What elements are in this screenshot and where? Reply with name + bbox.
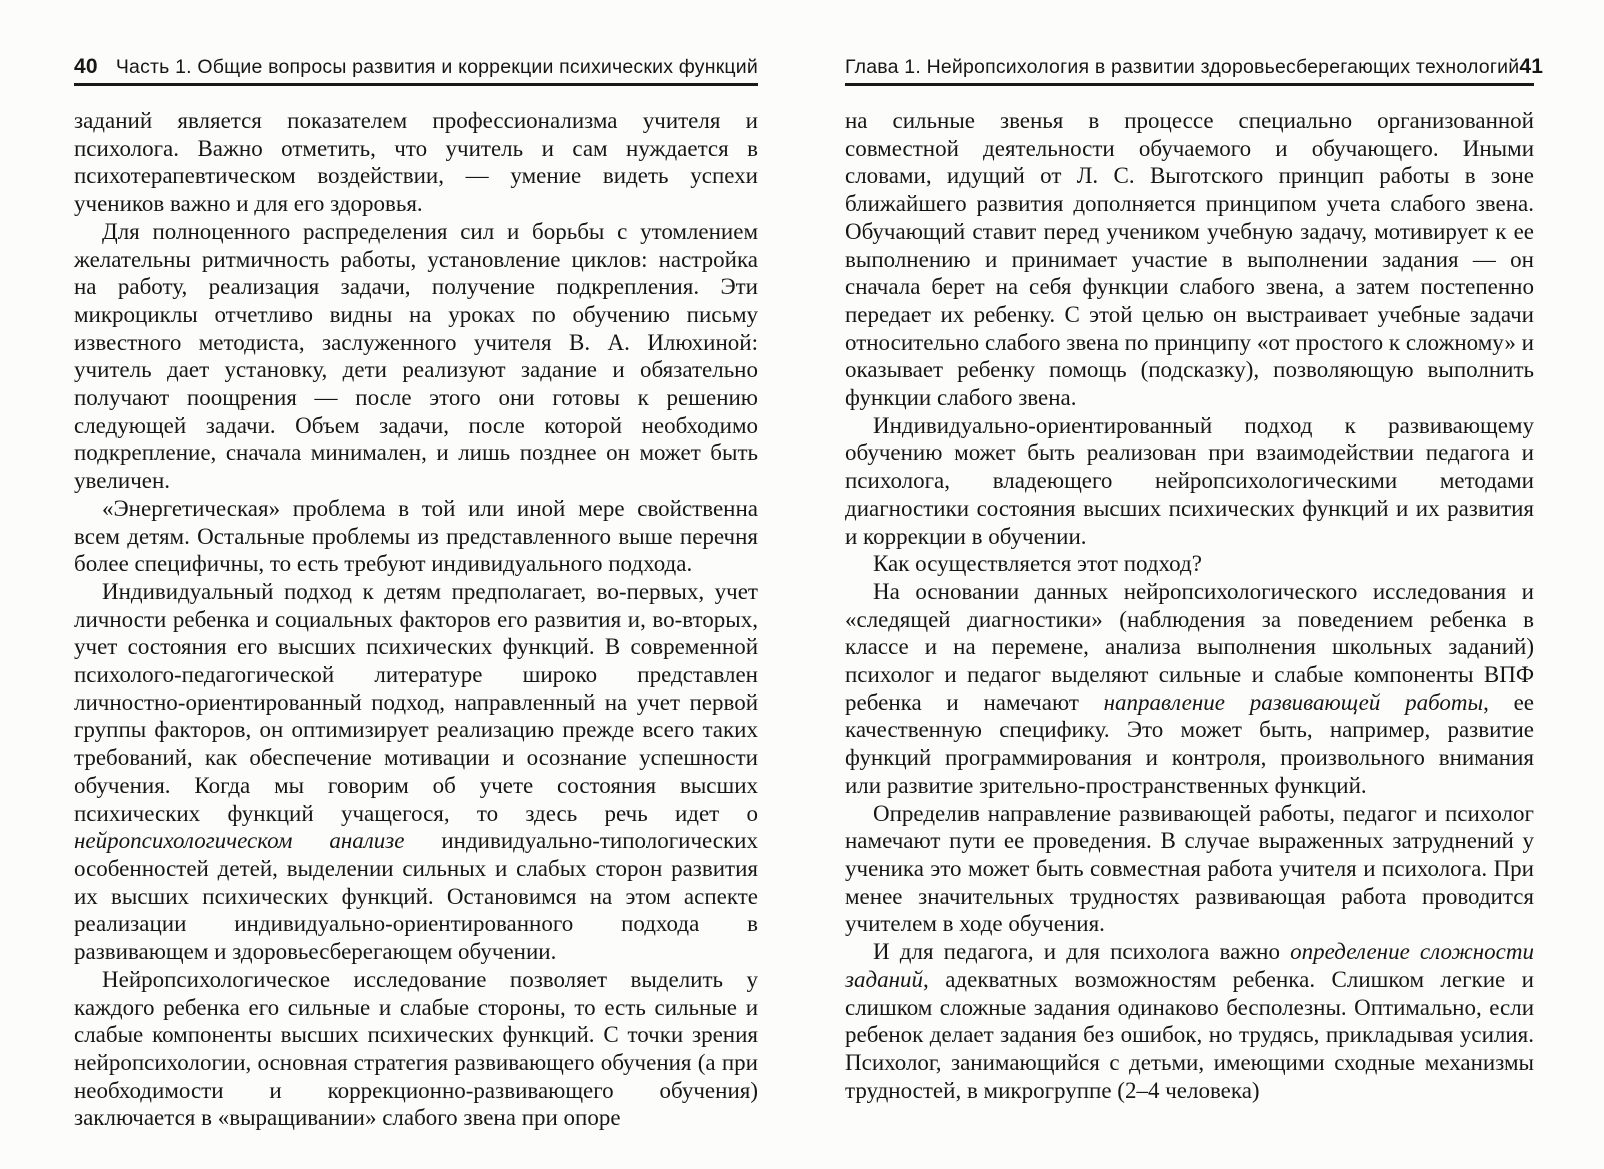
running-header-right	[845, 55, 1544, 86]
italic-text-run: определение сложности заданий	[845, 939, 1534, 992]
body-paragraph	[845, 578, 1534, 800]
text-run: , ее качественную специфику. Это может быть, например, развитие функций программирования и контроля, произвольного внимания или развитие зрительно-пространственных функций.	[845, 689, 1534, 798]
page-number-right: 41	[1519, 55, 1544, 78]
body-paragraph	[74, 495, 758, 578]
text-run: Для полноценного распределения сил и борьбы с утомлением желательны ритмичность работы, установление циклов: настройка на работу, реализация задачи, получение подкрепления. Эти микроциклы отчетливо видны на уроках по обучению письму известного методиста, заслуженного учителя В. А. Илюхиной: учитель дает установку, дети реализуют задание и обязательно получают поощрения — после этого они готовы к решению следующей задачи. Объем задачи, после которой необходимо подкрепление, сначала минимален, и лишь позднее он может быть увеличен.	[74, 218, 758, 494]
text-run: И для педагога, и для психолога важно	[873, 939, 1291, 965]
body-paragraph	[74, 218, 758, 495]
text-run: заданий является показателем профессионализма учителя и психолога. Важно отметить, что учитель и сам нуждается в психотерапевтическом воздействии, — умение видеть успехи учеников важно и для его здоровья.	[74, 108, 758, 217]
body-paragraph	[845, 800, 1534, 939]
text-run: На основании данных нейропсихологического исследования и «следящей диагностики» (наблюдения за поведением ребенка в классе и на перемене, анализа выполнения школьных заданий) психолог и педагог выделяют сильные и слабые компоненты ВПФ ребенка и намечают	[845, 578, 1534, 715]
body-paragraph	[74, 107, 758, 218]
running-header-title-left: Часть 1. Общие вопросы развития и коррекции психических функций	[115, 56, 758, 78]
text-run: индивидуально-типологических особенностей детей, выделении сильных и слабых сторон развития их высших психических функций. Остановимся на этом аспекте реализации индивидуально-ориентированного подхода в развивающем и здоровьесберегающем обучении.	[74, 828, 758, 965]
page-right	[845, 55, 1544, 1104]
body-paragraph	[845, 938, 1534, 1104]
italic-text-run: направление развивающей работы	[1103, 689, 1484, 715]
page-body-left	[74, 107, 758, 1132]
text-run: «Энергетическая» проблема в той или иной мере свойственна всем детям. Остальные проблемы из представленного выше перечня более специфичны, то есть требуют индивидуального подхода.	[74, 495, 758, 577]
text-run: Индивидуальный подход к детям предполагает, во-первых, учет личности ребенка и социальных факторов его развития и, во-вторых, учет состояния его высших психических функций. В современной психолого-педагогической литературе широко представлен личностно-ориентированный подход, направленный на учет первой группы факторов, он оптимизирует реализацию прежде всего таких требований, как обеспечение мотивации и осознание успешности обучения. Когда мы говорим об учете состояния высших психических функций учащегося, то здесь речь идет о	[74, 578, 758, 826]
body-paragraph	[845, 550, 1534, 578]
text-run: Определив направление развивающей работы, педагог и психолог намечают пути ее проведения. В случае выраженных затруднений у ученика это может быть совместная работа учителя и психолога. При менее значительных трудностях развивающая работа проводится учителем в ходе обучения.	[845, 800, 1534, 937]
body-paragraph	[74, 578, 758, 966]
body-paragraph	[845, 412, 1534, 551]
running-header-left	[74, 56, 758, 86]
page-number-left: 40	[74, 55, 98, 78]
text-run: на сильные звенья в процессе специально организованной совместной деятельности обучаемого и обучающего. Иными словами, идущий от Л. С. Выготского принцип работы в зоне ближайшего развития дополняется принципом учета слабого звена. Обучающий ставит перед учеником учебную задачу, мотивирует к ее выполнению и принимает участие в выполнении задания — он сначала берет на себя функции слабого звена, а затем постепенно передает их ребенку. С этой целью он выстраивает учебные задачи относительно слабого звена по принципу «от простого к сложному» и оказывает ребенку помощь (подсказку), позволяющую выполнить функции слабого звена.	[845, 108, 1534, 411]
italic-text-run: нейропсихологическом анализе	[74, 828, 405, 854]
running-header-title-right: Глава 1. Нейропсихология в развитии здоровьесберегающих технологий	[845, 56, 1520, 78]
text-run: Нейропсихологическое исследование позволяет выделить у каждого ребенка его сильные и слабые стороны, то есть сильные и слабые компоненты высших психических функций. С точки зрения нейропсихологии, основная стратегия развивающего обучения (а при необходимости и коррекционно-развивающего обучения) заключается в «выращивании» слабого звена при опоре	[74, 966, 758, 1131]
body-paragraph	[845, 107, 1534, 412]
text-run: Индивидуально-ориентированный подход к развивающему обучению может быть реализован при взаимодействии педагога и психолога, владеющего нейропсихологическими методами диагностики состояния высших психических функций и их развития и коррекции в обучении.	[845, 412, 1534, 549]
text-run: Как осуществляется этот подход?	[873, 551, 1202, 577]
page-body-right	[845, 107, 1534, 1104]
page-left	[74, 56, 758, 1132]
text-run: , адекватных возможностям ребенка. Слишком легкие и слишком сложные задания одинаково бесполезны. Оптимально, если ребенок делает задания без ошибок, но трудясь, прикладывая усилия. Психолог, занимающийся с детьми, имеющими сходные механизмы трудностей, в микрогруппе (2–4 человека)	[845, 966, 1534, 1103]
body-paragraph	[74, 966, 758, 1132]
